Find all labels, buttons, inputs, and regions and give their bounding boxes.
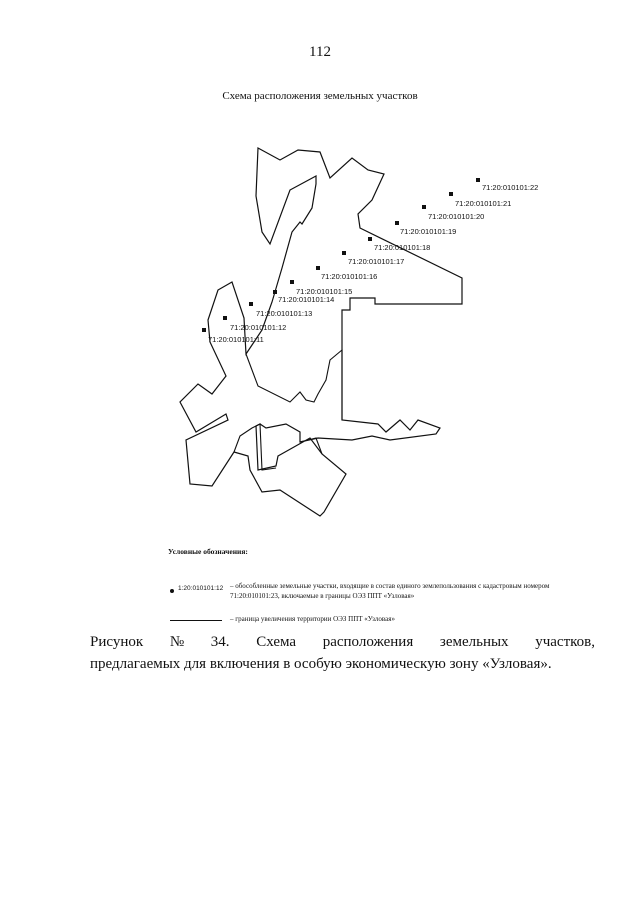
internal-boundary-c (246, 350, 342, 420)
caption-word: участков, (535, 634, 595, 650)
parcel-label: 71:20:010101:20 (428, 212, 485, 221)
legend-boundary-description: – граница увеличения территории ОЭЗ ППТ «Узловая» (230, 615, 395, 623)
parcel-label: 71:20:010101:22 (482, 183, 539, 192)
scheme-title: Схема расположения земельных участков (222, 90, 418, 102)
parcel-label: 71:20:010101:18 (374, 243, 431, 252)
parcel-marker (395, 221, 399, 225)
legend-parcels-description: – обособленные земельные участки, входящие в состав единого землепользования с кадастровым номером 71:20:010101:23, включаемые в границы ОЭЗ ППТ «Узловая» (230, 582, 550, 600)
parcel-label: 71:20:010101:11 (208, 335, 264, 344)
internal-boundary-a (256, 424, 276, 470)
caption-word: земельных (439, 634, 509, 650)
territory-boundary (180, 148, 462, 516)
parcel-label: 71:20:010101:14 (278, 295, 335, 304)
parcel-label: 71:20:010101:16 (321, 272, 378, 281)
caption-word: № (169, 634, 185, 650)
parcel-label: 71:20:010101:21 (455, 199, 512, 208)
parcel-label: 71:20:010101:15 (296, 287, 353, 296)
parcel-label: 71:20:010101:13 (256, 309, 313, 318)
caption-line-1 (90, 631, 595, 653)
parcel-marker (273, 290, 277, 294)
parcel-marker (342, 251, 346, 255)
parcel-marker (368, 237, 372, 241)
internal-boundary-d (234, 426, 256, 452)
parcel-label: 71:20:010101:17 (348, 257, 405, 266)
parcel-marker (223, 316, 227, 320)
legend-parcel-dot-icon (170, 589, 174, 593)
parcel-points (202, 178, 538, 344)
internal-boundary-b (300, 438, 322, 454)
parcel-marker (422, 205, 426, 209)
legend-boundary-line-icon (170, 620, 222, 621)
parcel-label: 71:20:010101:12 (230, 323, 287, 332)
figure-caption (90, 631, 595, 675)
parcel-label: 71:20:010101:19 (400, 227, 457, 236)
caption-word: Рисунок (90, 634, 144, 650)
parcel-marker (202, 328, 206, 332)
legend-title: Условные обозначения: (168, 547, 248, 556)
caption-line-2: предлагаемых для включения в особую экономическую зону «Узловая». (90, 656, 552, 672)
legend-parcel-symbol-label: 1:20:010101:12 (178, 585, 224, 592)
caption-word: 34. (210, 634, 230, 650)
parcel-marker (476, 178, 480, 182)
caption-word: Схема (256, 634, 297, 650)
parcel-marker (249, 302, 253, 306)
caption-word: расположения (322, 634, 414, 650)
parcel-marker (290, 280, 294, 284)
parcel-marker (316, 266, 320, 270)
parcel-marker (449, 192, 453, 196)
page-number: 112 (309, 44, 331, 60)
